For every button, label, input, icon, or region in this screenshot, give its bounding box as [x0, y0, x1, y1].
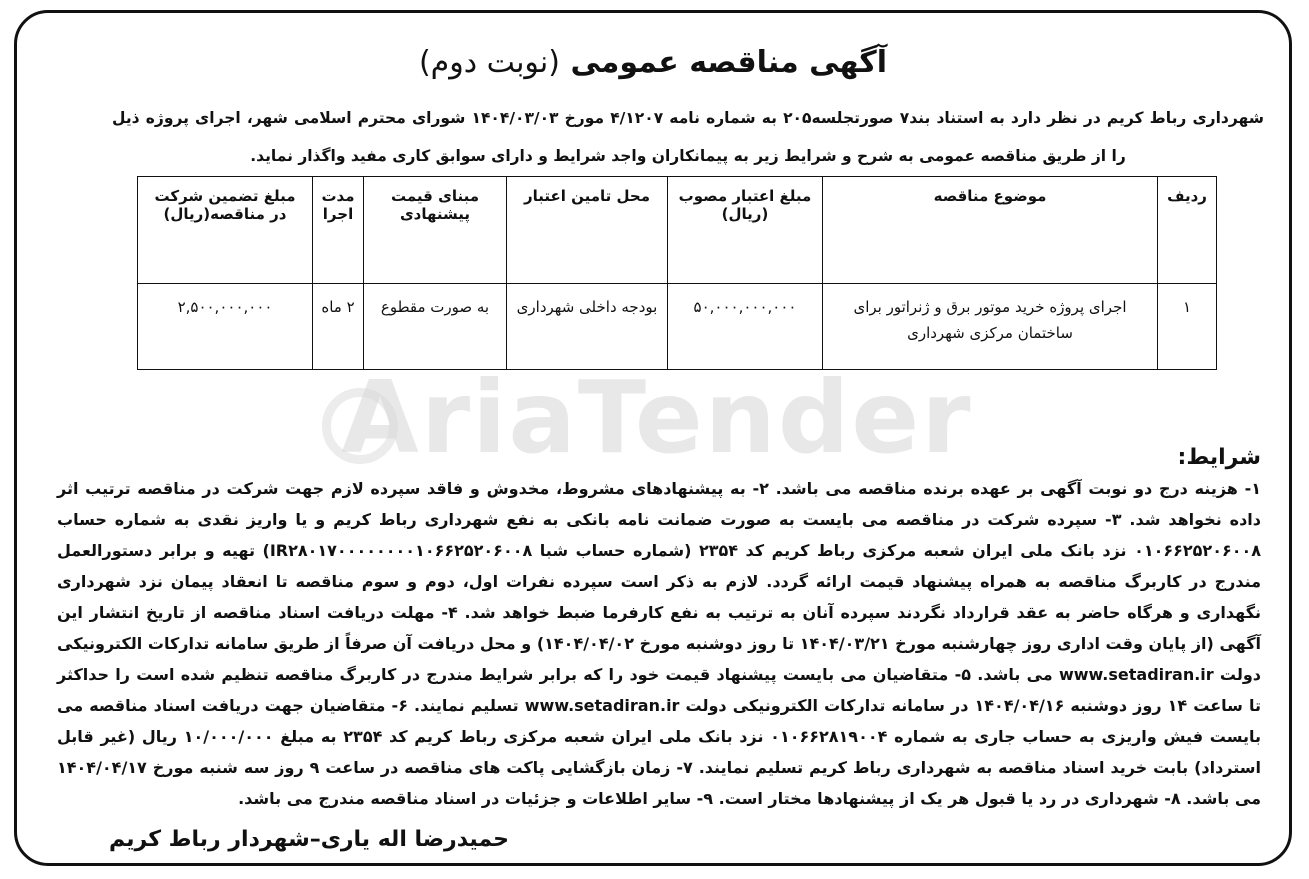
col-subject: موضوع مناقصه — [823, 177, 1158, 284]
col-row-no: ردیف — [1158, 177, 1217, 284]
cell-row-no: ۱ — [1158, 284, 1217, 370]
cell-guarantee: ۲,۵۰۰,۰۰۰,۰۰۰ — [138, 284, 313, 370]
col-approved-amount: مبلغ اعتبار مصوب (ریال) — [668, 177, 823, 284]
col-duration: مدت اجرا — [313, 177, 364, 284]
signature: حمیدرضا اله یاری–شهردار رباط کریم — [109, 827, 509, 852]
table-header-row — [138, 177, 1217, 284]
title-suffix: (نوبت دوم) — [418, 45, 560, 80]
tender-table — [137, 176, 1217, 370]
notice-frame — [14, 10, 1292, 866]
watermark: AriaTender — [341, 359, 973, 476]
col-funding-source: محل تامین اعتبار — [507, 177, 668, 284]
notice-title — [17, 43, 1289, 83]
cell-price-basis: به صورت مقطوع — [364, 284, 507, 370]
intro-paragraph: شهرداری رباط کریم در نظر دارد به استناد بند۷ صورتجلسه۲۰۵ به شماره نامه ۴/۱۲۰۷ مورخ ۱۴۰۴/۰۳/۰۳ شورای محترم اسلامی شهر، اجرای پروژه ذیل را از طریق مناقصه عمومی به شرح و شرایط زیر به پیمانکاران واجد شرایط و دارای سوابق کاری مفید واگذار نماید. — [112, 109, 1264, 165]
cell-duration: ۲ ماه — [313, 284, 364, 370]
col-price-basis: مبنای قیمت پیشنهادی — [364, 177, 507, 284]
conditions-heading: شرایط: — [1177, 445, 1261, 470]
col-guarantee: مبلغ تضمین شرکت در مناقصه(ریال) — [138, 177, 313, 284]
cell-approved-amount: ۵۰,۰۰۰,۰۰۰,۰۰۰ — [668, 284, 823, 370]
cell-funding-source: بودجه داخلی شهرداری — [507, 284, 668, 370]
conditions-section — [57, 443, 1261, 814]
cell-subject: اجرای پروژه خرید موتور برق و ژنراتور برای ساختمان مرکزی شهرداری — [823, 284, 1158, 370]
title-main: آگهی مناقصه عمومی — [570, 45, 888, 80]
conditions-text: ۱- هزینه درج دو نوبت آگهی بر عهده برنده مناقصه می باشد. ۲- به پیشنهادهای مشروط، مخدوش و فاقد سپرده لازم جهت شرکت در مناقصه ترتیب اثر داده نخواهد شد. ۳- سپرده شرکت در مناقصه می بایست به صورت ضمانت نامه بانکی به نفع شهرداری رباط کریم و یا واریز نقدی به شماره حساب ۰۱۰۶۶۲۵۲۰۶۰۰۸ نزد بانک ملی ایران شعبه مرکزی رباط کریم کد ۲۳۵۴ (شماره حساب شبا IR۲۸۰۱۷۰۰۰۰۰۰۰۰۱۰۶۶۲۵۲۰۶۰۰۸) تهیه و برابر دستورالعمل مندرج در کاربرگ مناقصه به همراه پیشنهاد قیمت ارائه گردد. لازم به ذکر است سپرده نفرات اول، دوم و سوم مناقصه تا انعقاد پیمان نزد شهرداری نگهداری و هرگاه حاضر به عقد قرارداد نگردند سپرده آنان به ترتیب به نفع کارفرما ضبط خواهد شد. ۴- مهلت دریافت اسناد مناقصه از تاریخ انتشار این آگهی (از پایان وقت اداری روز چهارشنبه مورخ ۱۴۰۴/۰۳/۲۱ تا روز دوشنبه مورخ ۱۴۰۴/۰۴/۰۲) و محل دریافت آن صرفاً از طریق سامانه تدارکات الکترونیکی دولت www.setadiran.ir می باشد. ۵- متقاضیان می بایست پیشنهاد قیمت خود را که برابر شرایط مندرج در کاربرگ مناقصه تنظیم شده است را حداکثر تا ساعت ۱۴ روز دوشنبه ۱۴۰۴/۰۴/۱۶ در سامانه تدارکات الکترونیکی دولت www.setadiran.ir تسلیم نمایند. ۶- متقاضیان جهت دریافت اسناد مناقصه می بایست فیش واریزی به حساب جاری به شماره ۰۱۰۶۶۲۸۱۹۰۰۴ نزد بانک ملی ایران شعبه مرکزی رباط کریم کد ۲۳۵۴ به مبلغ ۱۰/۰۰۰/۰۰۰ ریال (غیر قابل استرداد) بابت خرید اسناد مناقصه به شهرداری رباط کریم تسلیم نمایند. ۷- زمان بازگشایی پاکت های مناقصه در ساعت ۹ روز سه شنبه مورخ ۱۴۰۴/۰۴/۱۷ می باشد. ۸- شهرداری در رد یا قبول هر یک از پیشنهادها مختار است. ۹- سایر اطلاعات و جزئیات در اسناد مناقصه مندرج می باشد. — [57, 479, 1262, 808]
table-row — [138, 284, 1217, 370]
